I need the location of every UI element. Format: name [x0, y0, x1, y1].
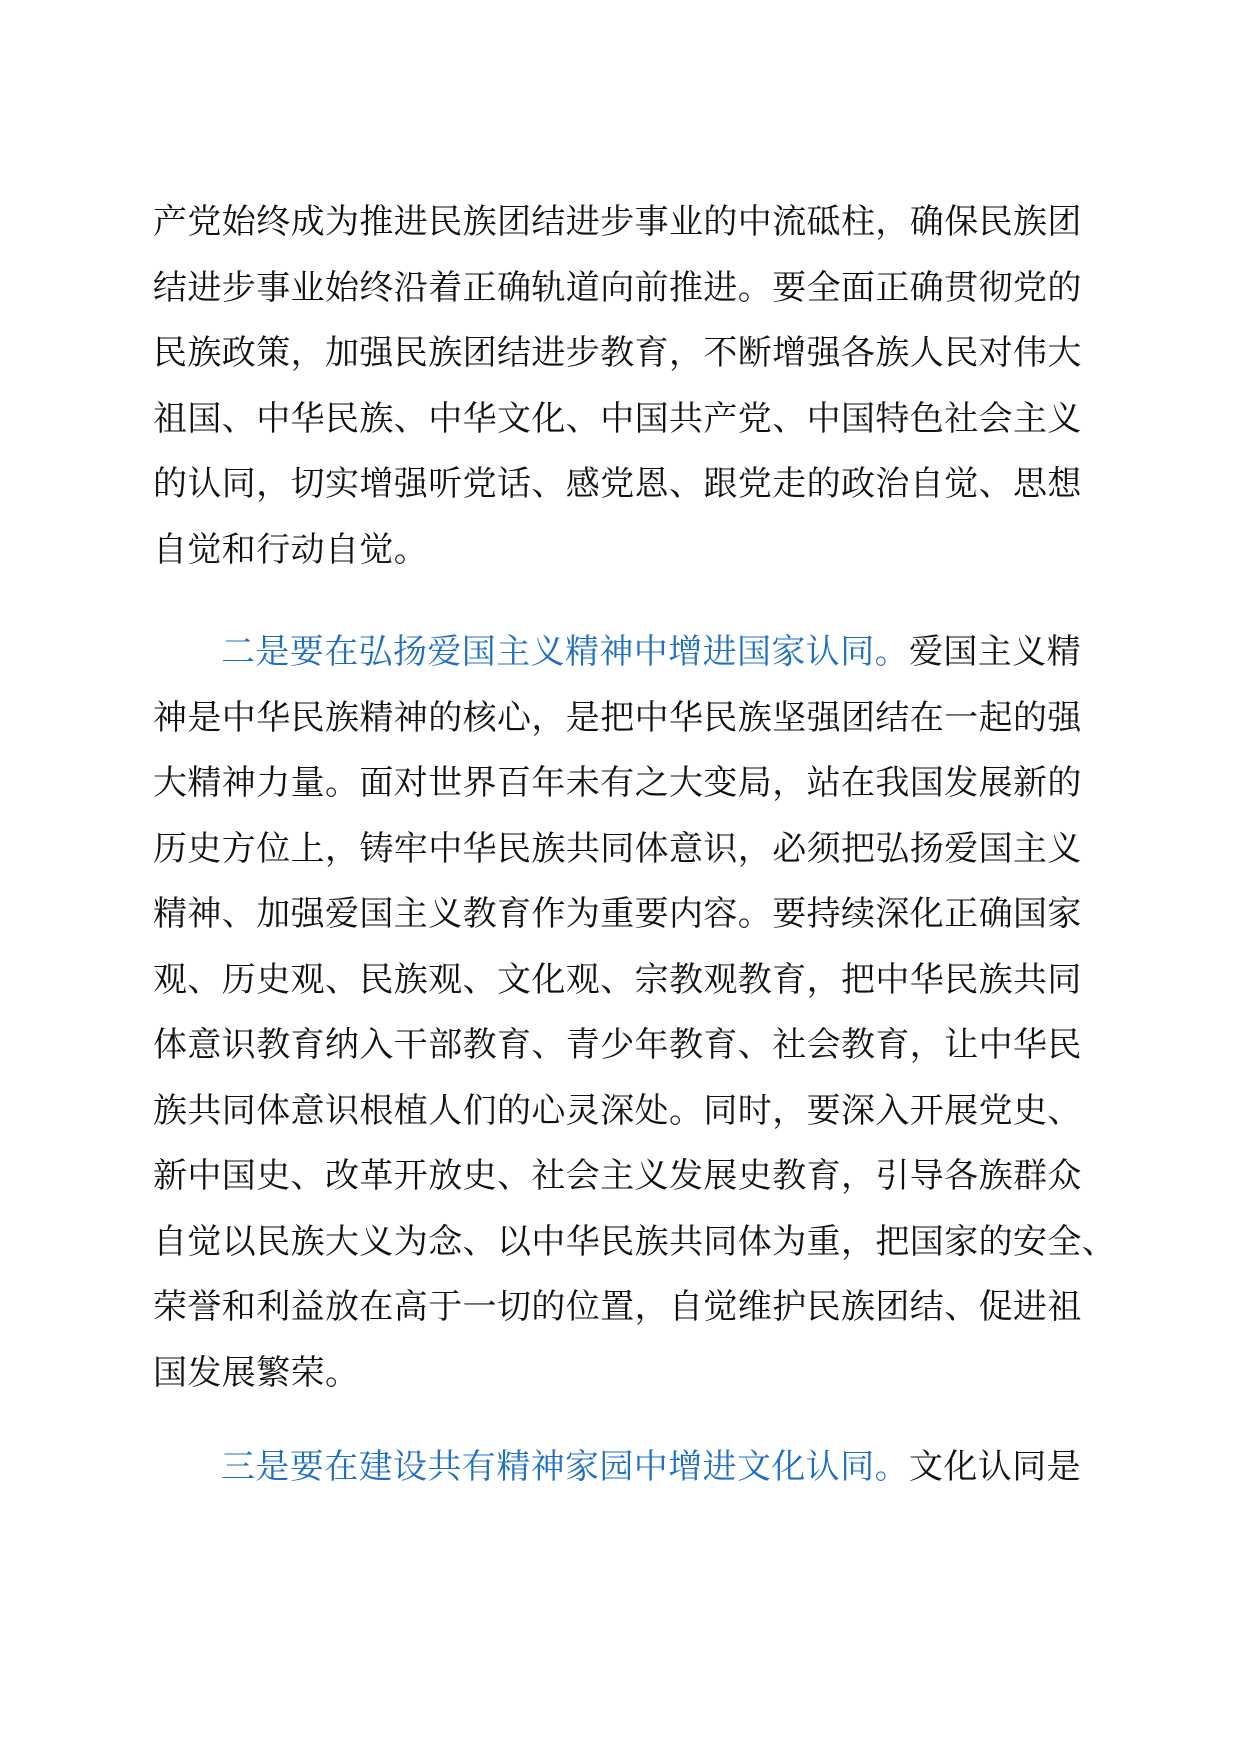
- paragraph-2-first-line-text: 爱国主义精: [909, 632, 1081, 672]
- paragraph-1-line: 产党始终成为推进民族团结进步事业的中流砥柱，确保民族团: [153, 202, 1082, 242]
- paragraph-1-line: 结进步事业始终沿着正确轨道向前推进。要全面正确贯彻党的: [153, 267, 1082, 308]
- paragraph-3-first-line: [153, 1435, 1093, 1501]
- paragraph-1-line: 自觉和行动自觉。: [153, 529, 429, 570]
- paragraph-1-line: 民族政策，加强民族团结进步教育，不断增强各族人民对伟大: [153, 333, 1082, 373]
- paragraph-3: [153, 1435, 1093, 1501]
- paragraph-2-line: 大精神力量。面对世界百年未有之大变局，站在我国发展新的: [153, 763, 1082, 803]
- paragraph-2-line: 精神、加强爱国主义教育作为重要内容。要持续深化正确国家: [153, 894, 1082, 934]
- paragraph-2-line: 国发展繁荣。: [153, 1352, 360, 1393]
- paragraph-2-line: 神是中华民族精神的核心，是把中华民族坚强团结在一起的强: [153, 697, 1082, 738]
- paragraph-1-line: 的认同，切实增强听党话、感党恩、跟党走的政治自觉、思想: [153, 464, 1082, 504]
- paragraph-2-first-line: [153, 620, 1093, 686]
- paragraph-2-line: 新中国史、改革开放史、社会主义发展史教育，引导各族群众: [153, 1156, 1082, 1196]
- paragraph-3-first-line-text: 文化认同是: [909, 1447, 1081, 1487]
- paragraph-2-line: 荣誉和利益放在高于一切的位置，自觉维护民族团结、促进祖: [153, 1287, 1082, 1327]
- paragraph-2-line: 体意识教育纳入干部教育、青少年教育、社会教育，让中华民: [153, 1025, 1082, 1065]
- paragraph-2: [153, 620, 1117, 1406]
- paragraph-1: [153, 190, 1093, 583]
- paragraph-1-line: 祖国、中华民族、中华文化、中国共产党、中国特色社会主义: [153, 398, 1082, 439]
- paragraph-2-line: 历史方位上，铸牢中华民族共同体意识，必须把弘扬爱国主义: [153, 828, 1082, 869]
- paragraph-3-heading: 三是要在建设共有精神家园中增进文化认同。: [221, 1447, 909, 1487]
- paragraph-2-line: 观、历史观、民族观、文化观、宗教观教育，把中华民族共同: [153, 959, 1082, 1000]
- paragraph-2-heading: 二是要在弘扬爱国主义精神中增进国家认同。: [221, 632, 909, 672]
- paragraph-2-line: 族共同体意识根植人们的心灵深处。同时，要深入开展党史、: [153, 1090, 1082, 1131]
- paragraph-2-line: 自觉以民族大义为念、以中华民族共同体为重，把国家的安全、: [153, 1221, 1117, 1262]
